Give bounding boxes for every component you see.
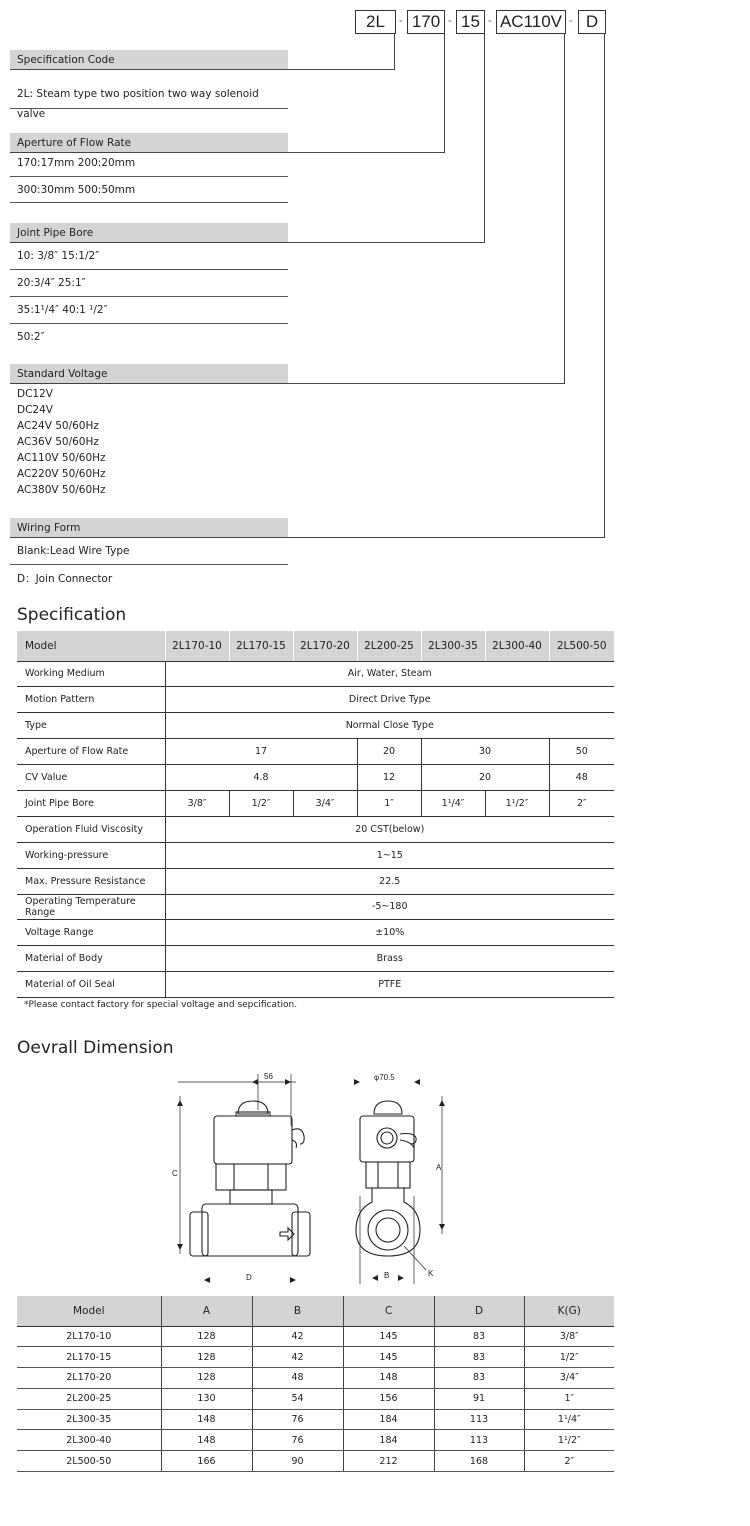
- connector-line: [288, 383, 565, 384]
- wiring-header: Wiring Form: [10, 518, 288, 538]
- dim-cell: 91: [434, 1388, 524, 1409]
- table-row: [17, 842, 614, 868]
- dimension-table: [17, 1296, 614, 1472]
- spec-col-header: 2L500-50: [549, 631, 614, 661]
- spec-cell: ±10%: [165, 920, 614, 946]
- voltage-option: AC380V 50/60Hz: [17, 484, 106, 496]
- spec-cell: -5~180: [165, 894, 614, 920]
- dim-a-label: A: [436, 1163, 442, 1172]
- spec-cell: PTFE: [165, 972, 614, 998]
- aperture-header: Aperture of Flow Rate: [10, 133, 288, 153]
- table-row: [17, 765, 614, 791]
- dim-cell: 3/8″: [524, 1326, 614, 1347]
- dim-cell: 76: [252, 1430, 343, 1451]
- dim-col-header: C: [343, 1296, 434, 1326]
- spec-col-header: 2L170-10: [165, 631, 229, 661]
- table-row: [17, 920, 614, 946]
- joint-bore-option: 35:1¹/4″ 40:1 ¹/2″: [10, 297, 288, 324]
- dim-cell: 48: [252, 1368, 343, 1389]
- connector-line: [484, 34, 485, 243]
- spec-row-label: Material of Body: [17, 946, 165, 972]
- front-view: [172, 1072, 310, 1283]
- dim-model-cell: 2L300-40: [17, 1430, 161, 1451]
- valve-dimension-drawing: [160, 1066, 460, 1288]
- dim-cell: 42: [252, 1326, 343, 1347]
- spec-cell: Brass: [165, 946, 614, 972]
- connector-line: [288, 242, 485, 243]
- spec-row-label: Voltage Range: [17, 920, 165, 946]
- dim-col-header: A: [161, 1296, 252, 1326]
- dim-model-cell: 2L200-25: [17, 1388, 161, 1409]
- spec-row-label: Operating Temperature Range: [17, 894, 165, 920]
- dim-cell: 128: [161, 1347, 252, 1368]
- table-row: [17, 1409, 614, 1430]
- dim-model-cell: 2L500-50: [17, 1451, 161, 1472]
- spec-cell: 20 CST(below): [165, 816, 614, 842]
- table-row: [17, 1368, 614, 1389]
- spec-cell: 20: [357, 739, 421, 765]
- table-row: [17, 1451, 614, 1472]
- valve-top-nut: [374, 1101, 402, 1114]
- spec-col-header: 2L170-15: [229, 631, 293, 661]
- valve-coil: [214, 1116, 292, 1164]
- spec-cell: 12: [357, 765, 421, 791]
- code-voltage: AC110V: [496, 10, 566, 34]
- dim-model-cell: 2L170-10: [17, 1326, 161, 1347]
- dim-cell: 148: [161, 1430, 252, 1451]
- dim-cell: 1¹/2″: [524, 1430, 614, 1451]
- spec-row-label: Working Medium: [17, 661, 165, 687]
- dim-c-label: C: [172, 1169, 178, 1178]
- dim-header-row: [17, 1296, 614, 1326]
- spec-row-label: Max. Pressure Resistance: [17, 868, 165, 894]
- code-bore: 15: [456, 10, 485, 34]
- table-row: [17, 790, 614, 816]
- spec-note: *Please contact factory for special voltage and sepcification.: [24, 1000, 298, 1010]
- dim-cell: 83: [434, 1368, 524, 1389]
- table-row: [17, 1326, 614, 1347]
- spec-cell: 2″: [549, 790, 614, 816]
- dim-cell: 184: [343, 1430, 434, 1451]
- dim-b-label: B: [384, 1271, 390, 1280]
- connector-line: [604, 34, 605, 538]
- valve-neck: [230, 1190, 272, 1204]
- dim-k-label: K: [428, 1269, 434, 1278]
- voltage-option: AC220V 50/60Hz: [17, 468, 106, 480]
- spec-cell: 1/2″: [229, 790, 293, 816]
- spec-row-label: Material of Oil Seal: [17, 972, 165, 998]
- joint-bore-option: 20:3/4″ 25:1″: [10, 270, 288, 297]
- code-series: 2L: [355, 10, 396, 34]
- spec-cell: Direct Drive Type: [165, 687, 614, 713]
- dim-cell: 148: [161, 1409, 252, 1430]
- dim-cell: 184: [343, 1409, 434, 1430]
- spec-row-label: Joint Pipe Bore: [17, 790, 165, 816]
- dim-cell: 212: [343, 1451, 434, 1472]
- dim-d-label: D: [246, 1273, 252, 1282]
- specification-table: [17, 631, 614, 998]
- table-row: [17, 1347, 614, 1368]
- spec-cell: 3/4″: [293, 790, 357, 816]
- valve-coil: [360, 1116, 414, 1162]
- dim-cell: 3/4″: [524, 1368, 614, 1389]
- joint-bore-option: 10: 3/8″ 15:1/2″: [10, 243, 288, 270]
- table-row: [17, 1388, 614, 1409]
- spec-col-header: 2L300-40: [485, 631, 549, 661]
- voltage-header: Standard Voltage: [10, 364, 288, 384]
- voltage-option: AC24V 50/60Hz: [17, 420, 99, 432]
- valve-body: [356, 1188, 420, 1256]
- table-row: [17, 972, 614, 998]
- dim-model-cell: 2L170-20: [17, 1368, 161, 1389]
- dim-cell: 83: [434, 1326, 524, 1347]
- dim-col-header: Model: [17, 1296, 161, 1326]
- dim-model-cell: 2L170-15: [17, 1347, 161, 1368]
- spec-col-header: 2L200-25: [357, 631, 421, 661]
- connector-line: [444, 34, 445, 153]
- dim-cell: 145: [343, 1326, 434, 1347]
- spec-code-header: Specification Code: [10, 50, 288, 70]
- spec-row-label: Type: [17, 713, 165, 739]
- valve-port: [376, 1218, 400, 1242]
- dim-col-header: B: [252, 1296, 343, 1326]
- wiring-option: D：Join Connector: [17, 573, 113, 585]
- dimension-title: Oevrall Dimension: [17, 1038, 174, 1058]
- side-view: [354, 1073, 445, 1284]
- dim-cell: 76: [252, 1409, 343, 1430]
- connector-line: [288, 537, 605, 538]
- spec-cell: 1¹/2″: [485, 790, 549, 816]
- dim-col-header: D: [434, 1296, 524, 1326]
- dim-cell: 1¹/4″: [524, 1409, 614, 1430]
- table-row: [17, 894, 614, 920]
- table-row: [17, 687, 614, 713]
- spec-code-option: 2L: Steam type two position two way solenoid valve: [10, 84, 288, 109]
- code-separator: -: [569, 15, 573, 27]
- dim-cell: 54: [252, 1388, 343, 1409]
- dim-cell: 128: [161, 1368, 252, 1389]
- dim-cell: 1/2″: [524, 1347, 614, 1368]
- table-row: [17, 1430, 614, 1451]
- spec-cell: 17: [165, 739, 357, 765]
- dim-cell: 113: [434, 1409, 524, 1430]
- table-row: [17, 868, 614, 894]
- dim-cell: 156: [343, 1388, 434, 1409]
- table-row: [17, 816, 614, 842]
- aperture-option: 300:30mm 500:50mm: [10, 177, 288, 203]
- aperture-option: 170:17mm 200:20mm: [10, 153, 288, 177]
- dim-cell: 130: [161, 1388, 252, 1409]
- dim-col-header: K(G): [524, 1296, 614, 1326]
- code-aperture: 170: [407, 10, 445, 34]
- leader-line: [404, 1246, 426, 1270]
- code-separator: -: [399, 15, 403, 27]
- dim-model-cell: 2L300-35: [17, 1409, 161, 1430]
- spec-cell: 30: [421, 739, 549, 765]
- spec-cell: 1″: [357, 790, 421, 816]
- spec-row-label: Working-pressure: [17, 842, 165, 868]
- connector-line: [288, 69, 395, 70]
- table-row: [17, 661, 614, 687]
- spec-row-label: Aperture of Flow Rate: [17, 739, 165, 765]
- valve-body: [202, 1204, 298, 1256]
- table-row: [17, 739, 614, 765]
- spec-col-header: 2L170-20: [293, 631, 357, 661]
- spec-row-label: CV Value: [17, 765, 165, 791]
- dim-cell: 90: [252, 1451, 343, 1472]
- spec-row-label: Operation Fluid Viscosity: [17, 816, 165, 842]
- connector-line: [394, 34, 395, 70]
- spec-cell: 48: [549, 765, 614, 791]
- spec-col-header: 2L300-35: [421, 631, 485, 661]
- voltage-option: DC12V: [17, 388, 53, 400]
- spec-header-row: [17, 631, 614, 661]
- spec-row-label: Motion Pattern: [17, 687, 165, 713]
- dim-cell: 145: [343, 1347, 434, 1368]
- table-row: [17, 713, 614, 739]
- dim-cell: 1″: [524, 1388, 614, 1409]
- valve-hex-nut: [366, 1162, 410, 1188]
- spec-cell: 4.8: [165, 765, 357, 791]
- dim-cell: 148: [343, 1368, 434, 1389]
- joint-bore-header: Joint Pipe Bore: [10, 223, 288, 243]
- spec-cell: 3/8″: [165, 790, 229, 816]
- specification-title: Specification: [17, 605, 127, 625]
- valve-port: [368, 1210, 408, 1250]
- dim-cell: 168: [434, 1451, 524, 1472]
- voltage-option: AC36V 50/60Hz: [17, 436, 99, 448]
- spec-cell: 22.5: [165, 868, 614, 894]
- spec-cell: 1¹/4″: [421, 790, 485, 816]
- spec-col-header: Model: [17, 631, 165, 661]
- coil-end-circle: [377, 1128, 397, 1148]
- dim-cell: 113: [434, 1430, 524, 1451]
- dim-cell: 128: [161, 1326, 252, 1347]
- lead-wire: [292, 1129, 304, 1148]
- dim-cell: 2″: [524, 1451, 614, 1472]
- connector-line: [288, 152, 445, 153]
- dim-cell: 83: [434, 1347, 524, 1368]
- code-wiring: D: [578, 10, 606, 34]
- voltage-option: DC24V: [17, 404, 53, 416]
- code-separator: -: [448, 15, 452, 27]
- port-left: [190, 1212, 208, 1256]
- wiring-option: Blank:Lead Wire Type: [10, 540, 288, 565]
- coil-end-circle: [381, 1132, 393, 1144]
- dim-width-label: 56: [264, 1072, 273, 1081]
- table-row: [17, 946, 614, 972]
- valve-hex-nut: [216, 1164, 286, 1190]
- spec-cell: 20: [421, 765, 549, 791]
- dim-cell: 42: [252, 1347, 343, 1368]
- code-separator: -: [488, 15, 492, 27]
- joint-bore-option: 50:2″: [17, 331, 45, 343]
- connector-line: [564, 34, 565, 384]
- dim-cell: 166: [161, 1451, 252, 1472]
- spec-cell: Normal Close Type: [165, 713, 614, 739]
- spec-cell: 50: [549, 739, 614, 765]
- voltage-option: AC110V 50/60Hz: [17, 452, 106, 464]
- spec-cell: Air, Water, Steam: [165, 661, 614, 687]
- spec-cell: 1~15: [165, 842, 614, 868]
- dim-diameter-label: φ70.5: [374, 1073, 395, 1082]
